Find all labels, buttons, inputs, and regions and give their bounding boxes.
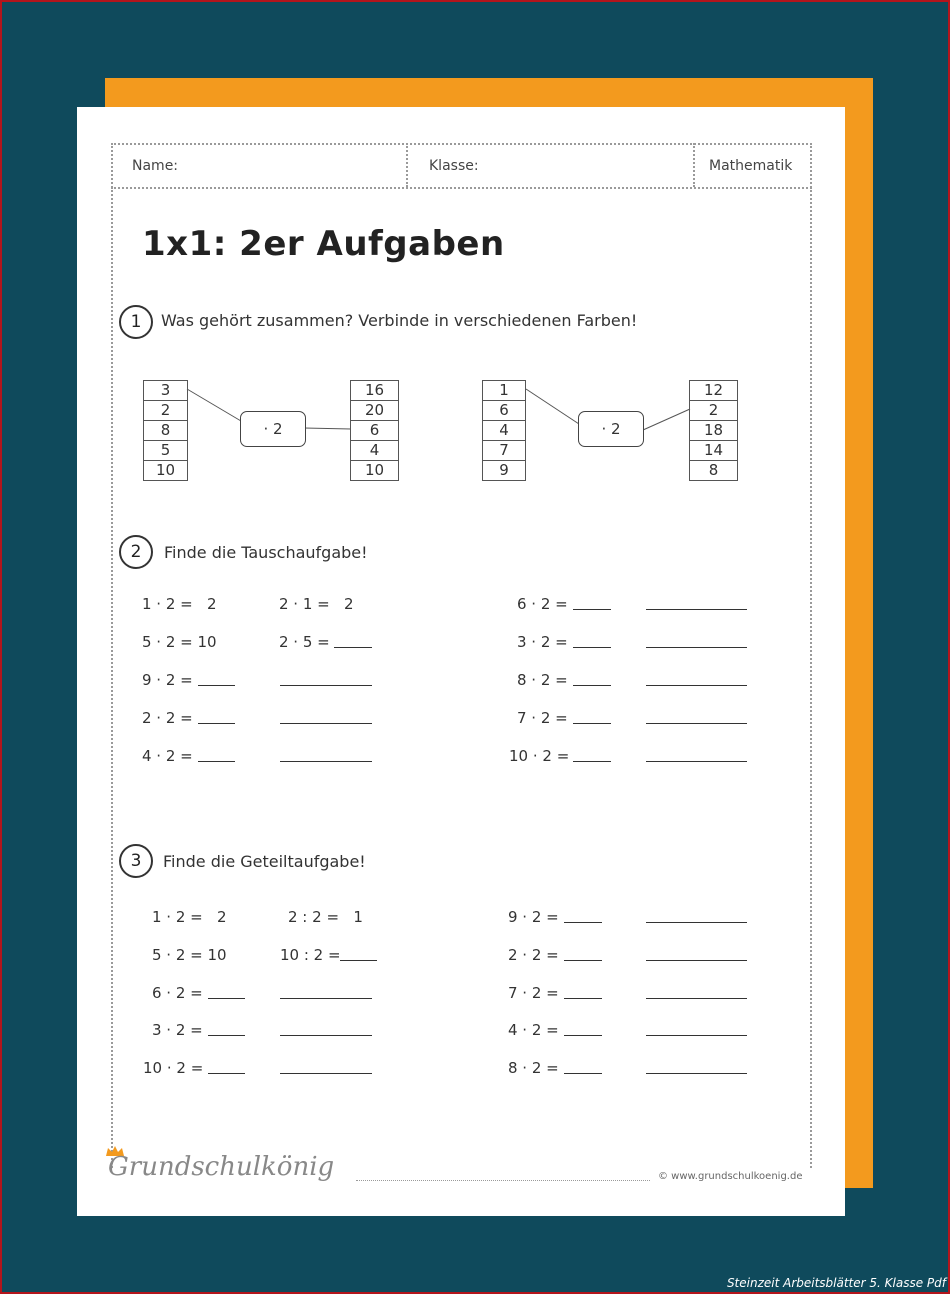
number-cell[interactable]: 10 (155, 461, 176, 479)
answer-blank[interactable] (280, 1035, 372, 1036)
answer-blank[interactable] (573, 761, 611, 762)
group-1-left-column (143, 380, 188, 481)
answer-blank[interactable] (573, 723, 611, 724)
answer-blank[interactable] (564, 922, 602, 923)
answer-blank[interactable] (280, 998, 372, 999)
task-text: 5 · 2 = 10 (152, 946, 227, 964)
number-cell[interactable]: 12 (690, 381, 737, 401)
task-text: 9 · 2 = (508, 908, 559, 926)
number-cell[interactable]: 2 (690, 401, 737, 421)
answer-blank[interactable] (208, 1035, 245, 1036)
task-text: 10 · 2 = (509, 747, 570, 765)
task-text: 3 · 2 = (152, 1021, 203, 1039)
exercise-3-instruction: Finde die Geteiltaufgabe! (163, 852, 366, 871)
task-text: 2 · 2 = (508, 946, 559, 964)
task-text: 4 · 2 = (142, 747, 193, 765)
group-2-operator-box: · 2 (578, 411, 644, 447)
answer-blank[interactable] (646, 922, 747, 923)
answer-blank[interactable] (208, 998, 245, 999)
answer-blank[interactable] (646, 998, 747, 999)
task-text: 1 · 2 = 2 (152, 908, 227, 926)
exercise-2-instruction: Finde die Tauschaufgabe! (164, 543, 368, 562)
number-cell[interactable]: 8 (144, 421, 187, 441)
task-text: 6 · 2 = (152, 984, 203, 1002)
image-caption: Steinzeit Arbeitsblätter 5. Klasse Pdf (726, 1276, 946, 1290)
exercise-2-number: 2 (119, 535, 153, 569)
answer-blank[interactable] (646, 647, 747, 648)
answer-blank[interactable] (646, 685, 747, 686)
answer-blank[interactable] (646, 761, 747, 762)
answer-blank[interactable] (198, 761, 235, 762)
answer-blank[interactable] (646, 609, 747, 610)
number-cell[interactable]: 8 (708, 461, 719, 479)
class-label: Klasse: (429, 158, 479, 174)
answer-blank[interactable] (198, 723, 235, 724)
exercise-1-number: 1 (119, 305, 153, 339)
answer-blank[interactable] (646, 1035, 747, 1036)
number-cell[interactable]: 6 (351, 421, 398, 441)
answer-blank[interactable] (564, 1073, 602, 1074)
number-cell[interactable]: 14 (690, 441, 737, 461)
answer-blank[interactable] (646, 960, 747, 961)
task-text: 5 · 2 = 10 (142, 633, 217, 651)
number-cell[interactable]: 2 (144, 401, 187, 421)
worksheet-title: 1x1: 2er Aufgaben (142, 224, 505, 264)
answer-blank[interactable] (334, 647, 372, 648)
number-cell[interactable]: 1 (483, 381, 525, 401)
task-text: 10 : 2 = (280, 946, 341, 964)
number-cell[interactable]: 6 (483, 401, 525, 421)
group-2-right-column (689, 380, 738, 481)
task-text: 2 · 2 = (142, 709, 193, 727)
group-2-left-column (482, 380, 526, 481)
answer-blank[interactable] (646, 1073, 747, 1074)
answer-blank[interactable] (573, 609, 611, 610)
connector-line (526, 389, 579, 424)
number-cell[interactable]: 4 (483, 421, 525, 441)
number-cell[interactable]: 18 (690, 421, 737, 441)
subject-label: Mathematik (709, 158, 793, 174)
footer-dotted-line (356, 1180, 650, 1181)
connector-line (304, 428, 351, 429)
number-cell[interactable]: 3 (144, 381, 187, 401)
task-text: 9 · 2 = (142, 671, 193, 689)
name-label: Name: (132, 158, 179, 174)
answer-blank[interactable] (280, 761, 372, 762)
task-text: 8 · 2 = (508, 1059, 559, 1077)
number-cell[interactable]: 4 (351, 441, 398, 461)
answer-blank[interactable] (564, 998, 602, 999)
number-cell[interactable]: 20 (351, 401, 398, 421)
answer-blank[interactable] (646, 723, 747, 724)
task-text: 10 · 2 = (143, 1059, 204, 1077)
copyright-text: © www.grundschulkoenig.de (658, 1171, 803, 1182)
connector-line (187, 389, 241, 421)
task-text: 7 · 2 = (508, 984, 559, 1002)
number-cell[interactable]: 9 (499, 461, 509, 479)
task-text: 8 · 2 = (517, 671, 568, 689)
task-text: 2 : 2 = 1 (288, 908, 363, 926)
answer-blank[interactable] (280, 685, 372, 686)
answer-blank[interactable] (280, 1073, 372, 1074)
exercise-3-number: 3 (119, 844, 153, 878)
answer-blank[interactable] (340, 960, 377, 961)
task-text: 2 · 1 = 2 (279, 595, 354, 613)
exercise-1-instruction: Was gehört zusammen? Verbinde in verschiedenen Farben! (161, 311, 638, 330)
number-cell[interactable]: 7 (483, 441, 525, 461)
connector-line (643, 409, 690, 430)
answer-blank[interactable] (573, 685, 611, 686)
task-text: 2 · 5 = (279, 633, 330, 651)
answer-blank[interactable] (564, 1035, 602, 1036)
answer-blank[interactable] (280, 723, 372, 724)
group-1-operator-box: · 2 (240, 411, 306, 447)
answer-blank[interactable] (564, 960, 602, 961)
number-cell[interactable]: 16 (351, 381, 398, 401)
task-text: 3 · 2 = (517, 633, 568, 651)
answer-blank[interactable] (208, 1073, 245, 1074)
number-cell[interactable]: 5 (144, 441, 187, 461)
number-cell[interactable]: 10 (364, 461, 385, 479)
brand-logo: Grundschulkönig (108, 1152, 335, 1182)
answer-blank[interactable] (573, 647, 611, 648)
task-text: 4 · 2 = (508, 1021, 559, 1039)
group-1-right-column (350, 380, 399, 481)
task-text: 6 · 2 = (517, 595, 568, 613)
answer-blank[interactable] (198, 685, 235, 686)
task-text: 1 · 2 = 2 (142, 595, 217, 613)
task-text: 7 · 2 = (517, 709, 568, 727)
